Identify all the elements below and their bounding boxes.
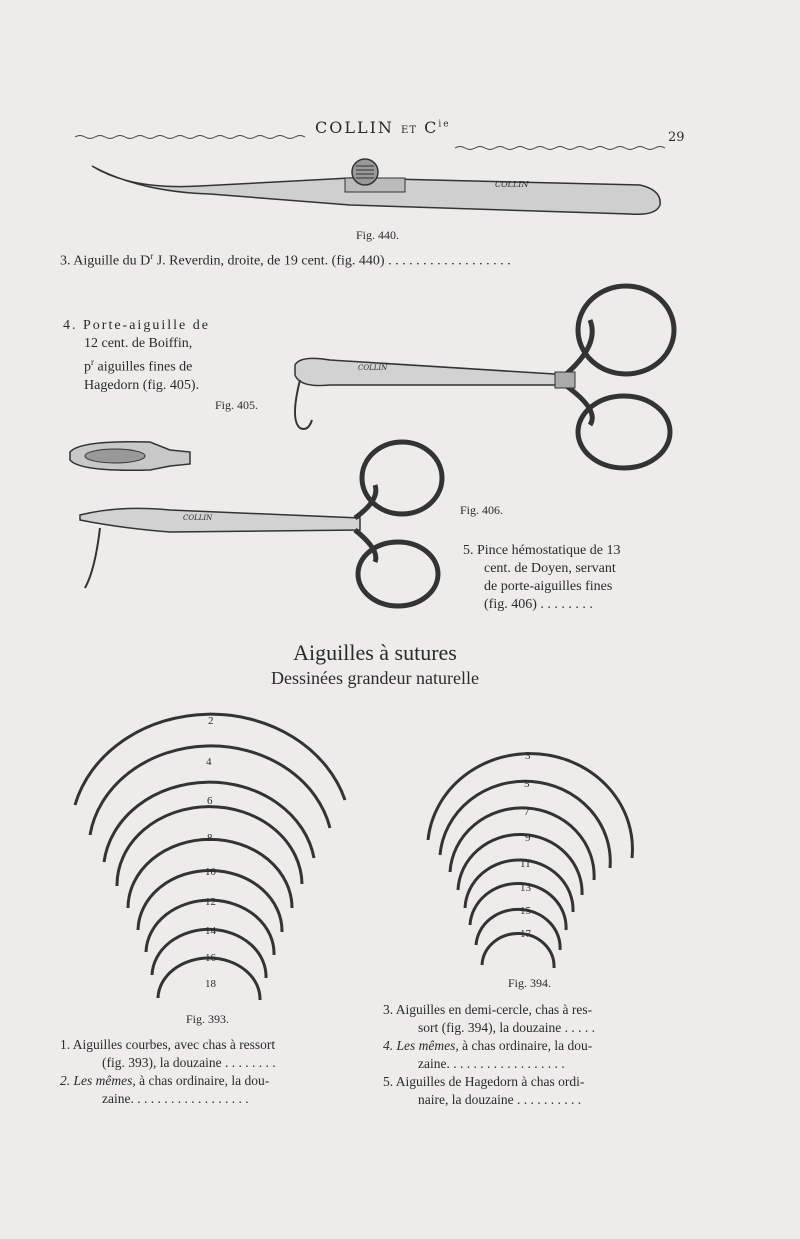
fig393-size-label: 12 bbox=[205, 896, 216, 908]
list-left-line3 bbox=[60, 1072, 276, 1090]
fig394-size-label: 3 bbox=[525, 750, 531, 762]
fig440-caption: Fig. 440. bbox=[356, 228, 400, 242]
item5-block bbox=[463, 542, 620, 614]
fig393-size-label: 16 bbox=[205, 952, 216, 964]
fig394-size-label: 5 bbox=[524, 778, 530, 790]
list-left-line4: zaine. . . . . . . . . . . . . . . . . . bbox=[102, 1091, 249, 1106]
list-right-line4: zaine. . . . . . . . . . . . . . . . . . bbox=[418, 1056, 565, 1071]
header-cie: C bbox=[424, 118, 439, 137]
fig393-size-label: 10 bbox=[205, 866, 216, 878]
list-left-line2: (fig. 393), la douzaine . . . . . . . . bbox=[102, 1055, 276, 1070]
list-right-line3 bbox=[383, 1037, 595, 1055]
fig393-size-label: 8 bbox=[207, 832, 213, 844]
item3-text-sup: r bbox=[150, 251, 154, 261]
fig393-size-label: 14 bbox=[205, 925, 216, 937]
header-et: ET bbox=[401, 125, 418, 136]
fig394-size-label: 9 bbox=[525, 832, 531, 844]
price-list-left bbox=[60, 1036, 276, 1108]
fig394-caption: Fig. 394. bbox=[508, 976, 552, 990]
fig405-engraving: COLLIN bbox=[358, 364, 388, 372]
fig394-size-label: 17 bbox=[520, 928, 531, 940]
item4-line3 bbox=[63, 353, 210, 377]
list-right-line1: 3. Aiguilles en demi-cercle, chas à res- bbox=[383, 1002, 593, 1017]
fig394-size-label: 13 bbox=[520, 882, 531, 894]
fig406-engraving: COLLIN bbox=[183, 514, 213, 522]
fig440-engraving: COLLIN bbox=[495, 180, 529, 189]
fig394-size-label: 7 bbox=[524, 806, 530, 818]
fig394-size-label: 11 bbox=[520, 858, 531, 870]
header-brand: COLLIN bbox=[315, 118, 394, 137]
list-right-line3-rest: à chas ordinaire, la dou- bbox=[458, 1038, 593, 1053]
list-right-line2: sort (fig. 394), la douzaine . . . . . bbox=[418, 1020, 595, 1035]
list-left-line3-rest: à chas ordinaire, la dou- bbox=[135, 1073, 270, 1088]
fig405-caption: Fig. 405. bbox=[215, 398, 259, 412]
header-rule bbox=[75, 136, 305, 139]
item5-line1: 5. Pince hémostatique de 13 bbox=[463, 543, 621, 558]
reverdin-needle-drawing bbox=[92, 159, 660, 214]
item3-text bbox=[60, 251, 511, 270]
item5-line3: de porte-aiguilles fines bbox=[484, 579, 613, 594]
needle-tip-detail-drawing bbox=[70, 442, 190, 471]
price-list-right bbox=[383, 1001, 595, 1109]
item4-line3-pre: p bbox=[84, 359, 91, 375]
item4-line3-rest: aiguilles fines de bbox=[94, 359, 193, 375]
item4-line4: Hagedorn (fig. 405). bbox=[84, 377, 200, 393]
list-right-line5: 5. Aiguilles de Hagedorn à chas ordi- bbox=[383, 1074, 585, 1089]
section-subtitle: Dessinées grandeur naturelle bbox=[271, 668, 479, 688]
item3-text-main: 3. Aiguille du D bbox=[60, 253, 151, 269]
item5-line2: cent. de Doyen, servant bbox=[484, 561, 616, 576]
fig393-size-label: 6 bbox=[207, 795, 213, 807]
fig393-size-label: 4 bbox=[206, 756, 212, 768]
fig406-caption: Fig. 406. bbox=[460, 503, 504, 517]
item5-line4: (fig. 406) . . . . . . . . bbox=[484, 597, 593, 612]
fig393-size-label: 2 bbox=[208, 715, 214, 727]
list-left-line1: 1. Aiguilles courbes, avec chas à ressort bbox=[60, 1037, 276, 1052]
item4-line1: 4. Porte-aiguille de bbox=[63, 318, 210, 333]
fig394-size-label: 15 bbox=[520, 905, 531, 917]
fig393-size-label: 18 bbox=[205, 978, 216, 990]
item4-line3-sup: r bbox=[91, 357, 94, 367]
item4-line2: 12 cent. de Boiffin, bbox=[84, 336, 193, 351]
fig393-caption: Fig. 393. bbox=[186, 1012, 230, 1026]
list-right-line6: naire, la douzaine . . . . . . . . . . bbox=[418, 1092, 582, 1107]
header-cie-sup: ie bbox=[438, 119, 451, 130]
item4-block bbox=[63, 317, 210, 395]
section-title: Aiguilles à sutures bbox=[293, 640, 457, 665]
header-rule-right bbox=[455, 147, 665, 150]
list-right-line3-em: 4. Les mêmes, bbox=[383, 1038, 459, 1053]
item3-text-rest: J. Reverdin, droite, de 19 cent. (fig. 440) . . . . . . . . . . . . . . . . . . bbox=[153, 253, 511, 269]
list-left-line3-em: 2. Les mêmes, bbox=[60, 1073, 136, 1088]
needle-holder-drawing bbox=[295, 286, 674, 468]
page-number: 29 bbox=[668, 130, 685, 145]
